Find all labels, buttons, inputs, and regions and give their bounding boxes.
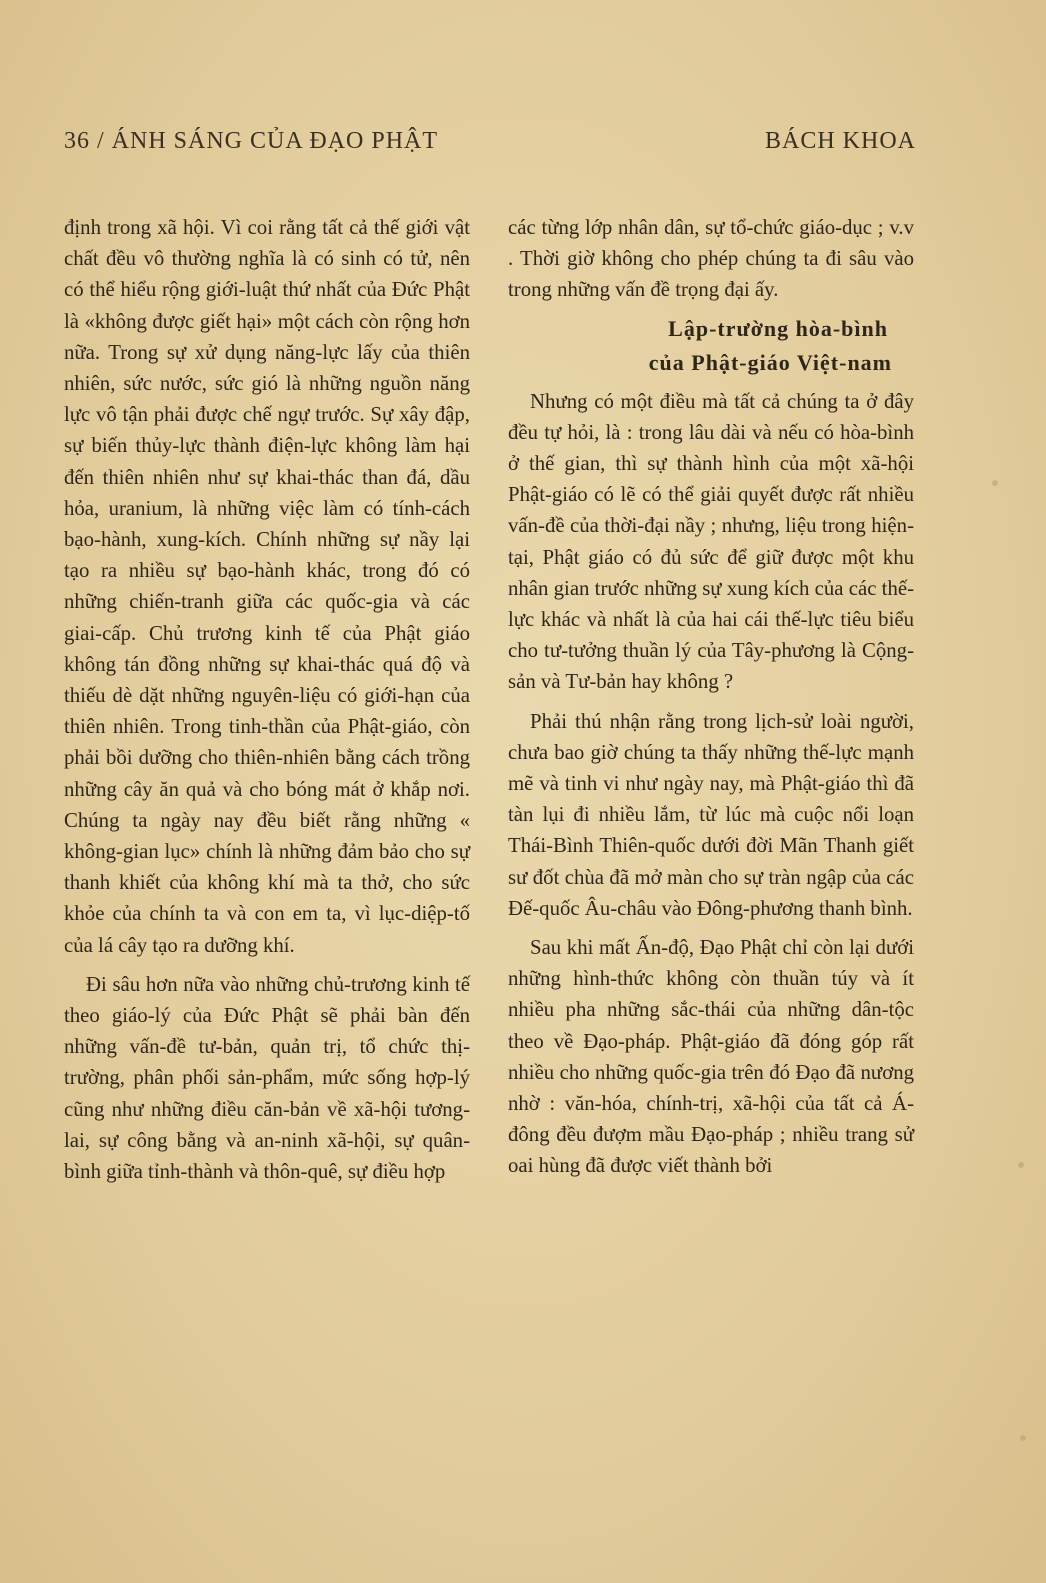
header-magazine-name: BÁCH KHOA bbox=[764, 128, 916, 154]
header-page-title: 36 / ÁNH SÁNG CỦA ĐẠO PHẬT bbox=[64, 128, 439, 154]
section-heading-line: Lập-trường hòa-bình bbox=[668, 315, 888, 341]
paragraph: định trong xã hội. Vì coi rằng tất cả thế giới vật chất đều vô thường nghĩa là có sinh có tử, nên có thể hiểu rộng giới-luật thứ nhất của Đức Phật là «không được giết hại» một cách còn rộng hơn nữa. Trong sự xử dụng năng-lực lấy của thiên nhiên, sức nước, sức gió là những nguồn năng lực vô tận phải được chế ngự trước. Sự xây đập, sự biến thủy-lực thành điện-lực không làm hại đến thiên nhiên như sự khai-thác than đá, dầu hỏa, uranium, là những việc làm có tính-cách bạo-hành, xung-kích. Chính những sự nầy lại tạo ra nhiều sự bạo-hành khác, trong đó có những chiến-tranh giữa các quốc-gia và các giai-cấp. Chủ trương kinh tế của Phật giáo không tán đồng những sự khai-thác quá độ và thiếu dè dặt những nguyên-liệu có giới-hạn của thiên nhiên. Trong tinh-thần của Phật-giáo, còn phải bồi dưỡng cho thiên-nhiên bằng cách trồng những cây ăn quả và cho bóng mát ở khắp nơi. Chúng ta ngày nay đều biết rằng những « không-gian lục» chính là những đảm bảo cho sự thanh khiết của không khí mà ta thở, cho sức khỏe của chính ta và con em ta, vì lục-diệp-tố của lá cây tạo ra dưỡng khí. bbox=[64, 216, 470, 957]
paragraph: Nhưng có một điều mà tất cả chúng ta ở đây đều tự hỏi, là : trong lâu dài và nếu có hòa-bình ở thế gian, thì sự thành hình của một xã-hội Phật-giáo có lẽ có thể giải quyết được rất nhiều vấn-đề của thời-đại nầy ; nhưng, liệu trong hiện-tại, Phật giáo có đủ sức để giữ được một khu nhân gian trước những sự xung kích của các thế-lực khác và nhất là của hai cái thế-lực tiêu biểu cho tư-tưởng thuần lý của Tây-phương là Cộng-sản và Tư-bản hay không ? bbox=[508, 389, 914, 694]
left-column bbox=[64, 212, 470, 1562]
paragraph: Sau khi mất Ấn-độ, Đạo Phật chỉ còn lại dưới những hình-thức không còn thuần túy và ít nhiều pha những sắc-thái của những dân-tộc theo về Đạo-pháp. Phật-giáo đã đóng góp rất nhiều cho những quốc-gia trên đó Đạo đã nương nhờ : văn-hóa, chính-trị, xã-hội của tất cả Á-đông đều đượm mầu Đạo-pháp ; nhiều trang sử oai hùng đã được viết thành bởi bbox=[508, 936, 914, 1178]
right-column bbox=[508, 212, 914, 1562]
paper-speck bbox=[1018, 1162, 1024, 1168]
paragraph: các từng lớp nhân dân, sự tổ-chức giáo-dục ; v.v . Thời giờ không cho phép chúng ta đi sâu vào trong những vấn đề trọng đại ấy. bbox=[508, 216, 914, 302]
paragraph: Đi sâu hơn nữa vào những chủ-trương kinh tế theo giáo-lý của Đức Phật sẽ phải bàn đến những vấn-đề tư-bản, quản trị, tổ chức thị-trường, phân phối sản-phẩm, mức sống hợp-lý cũng như những điều căn-bản về xã-hội tương-lai, sự công bằng và an-ninh xã-hội, sự quân-bình giữa tỉnh-thành và thôn-quê, sự điều hợp bbox=[64, 972, 470, 1184]
text-columns bbox=[64, 212, 914, 1562]
paragraph: Phải thú nhận rằng trong lịch-sử loài người, chưa bao giờ chúng ta thấy những thế-lực mạnh mẽ và tinh vi như ngày nay, mà Phật-giáo thì đã tàn lụi đi nhiều lắm, từ lúc mà cuộc nổi loạn Thái-Bình Thiên-quốc dưới đời Mãn Thanh giết sư đốt chùa đã mở màn cho sự tràn ngập của các Đế-quốc Âu-châu vào Đông-phương thanh bình. bbox=[508, 709, 914, 920]
paper-speck bbox=[1020, 1435, 1026, 1441]
paper-speck bbox=[992, 480, 998, 486]
running-header bbox=[64, 128, 916, 155]
section-heading-line: của Phật-giáo Việt-nam bbox=[648, 349, 892, 375]
section-heading bbox=[508, 312, 914, 380]
